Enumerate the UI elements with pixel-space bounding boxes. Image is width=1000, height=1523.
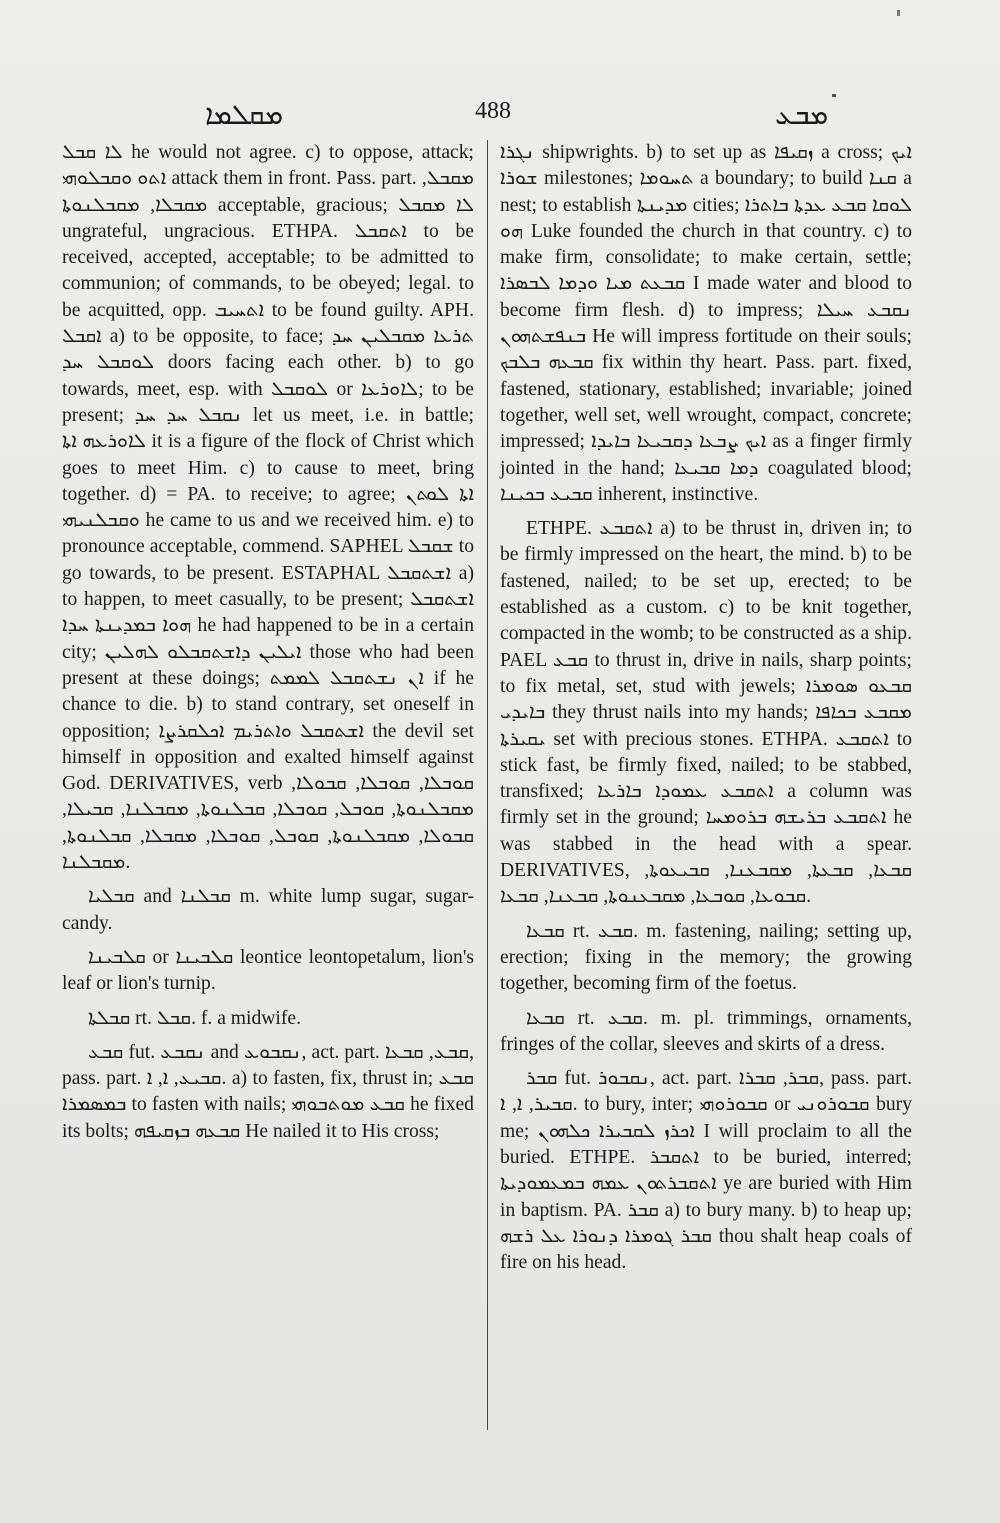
right-column: [500, 140, 912, 1276]
entry-paragraph: ܩܠܒܝܢܐ or ܩܠܒܝܢܐ leontice leontopetalum, lion's leaf or lion's turnip.: [62, 946, 474, 995]
print-speck: [897, 10, 900, 16]
entry-paragraph: ܩܒܠܬܐ rt. ܩܒܠ. f. a midwife.: [88, 1007, 301, 1029]
column-divider: [487, 140, 488, 1430]
page-number: 488: [475, 98, 511, 124]
page-header: [60, 92, 940, 132]
entry-paragraph: ܢܓܪܐ shipwrights. b) to set up as ܙܩܝܦܐ a cross; ܐܝܟ ܫܘܪܐ milestones; ܬܚܘܡܐ a boundary; to build ܩܢܐ a nest; to establish ܡܕܝܢܬܐ cities; ܠܘܩܐ ܩܒܥ ܥܕܬܐ ܒܐܬܪܐ ܗܘ Luke founded the church in that country. c) to make firm, consolidate; to make certain, settle; ܩܒܥܬ ܡܝܐ ܘܕܡܐ ܠܒܣܪܐ I made water and blood to become firm flesh. d) to impress; ܢܩܒܥ ܚܝܠܐ ܒܢܦܫܬܗܘܢ He will impress fortitude on their souls; ܩܒܥܗ ܒܠܒܟ fix within thy heart. Pass. part. fixed, fastened, stationary, established; invariable; joined together, well set, well wrought, compact, concrete; impressed; ܐܝܟ ܨܒܥܐ ܕܩܒܝܥܐ ܒܐܝܕܐ as a finger firmly jointed in the hand; ܕܡܐ ܩܒܝܥܐ coagulated blood; ܩܒܝܥ ܒܟܝܢܐ inherent, instinctive.: [500, 142, 913, 505]
entry-paragraph: ETHPE. ܐܬܩܒܥ a) to be thrust in, driven in; to be firmly impressed on the heart, the mind. b) to be fastened, nailed; to be set up, erected; to be established as a custom. c) to be knit together, compacted in the womb; to be constructed as a ship. PAEL ܩܒܥ to thrust in, drive in nails, sharp points; to fix metal, set, stud with jewels; ܩܒܥܘ ܣܘܡܪܐ ܒܐܝܕܝ they thrust nails into my hands; ܡܩܒܥ ܒܟܐܦܐ ܝܩܝܪܬܐ set with precious stones. ETHPA. ܐܬܩܒܥ to stick fast, be firmly fixed, nailed; to be stabbed, transfixed; ܐܬܩܒܥ ܥܡܘܕܐ ܒܐܪܥܐ a column was firmly set in the ground; ܐܬܩܒܥ ܒܪܝܫܗ ܒܪܘܡܚܐ he was stabbed in the head with a spear. DERIVATIVES, ܩܒܥܐ, ܩܒܥܬܐ, ܡܩܒܥܢܐ, ܩܒܝܥܘܬܐ, ܩܒܘܥܐ, ܩܘܒܥܐ, ܡܩܒܥܢܘܬܐ, ܩܒܥܢܐ, ܩܒܥܐ.: [500, 518, 913, 908]
entry-paragraph: ܩܒܪ fut. ܢܩܒܘܪ, act. part. ܩܒܪ, ܩܒܪܐ, pass. part. ܩܒܝܪ, ܐ, ܐ. to bury, inter; ܩܒܘܪܘܗܝ or ܩܒܘܪܘܢܝ bury me; ܐܟܪܙ ܠܩܒܝܪܐ ܟܠܗܘܢ I will proclaim to all the buried. ETHPE. ܐܬܩܒܪ to be buried, interred; ܐܬܩܒܪܬܘܢ ܥܡܗ ܒܡܥܡܘܕܝܬܐ ye are buried with Him in baptism. PA. ܩܒܪ a) to bury many. b) to heap up; ܩܒܪ ܓܘܡܪܐ ܕܢܘܪܐ ܥܠ ܪܫܗ thou shalt heap coals of fire on his head.: [500, 1068, 913, 1274]
right-running-headword: ܡܒܥ: [775, 98, 829, 131]
entry-paragraph: ܩܒܥ fut. ܢܩܒܥ and ܢܩܒܘܥ, act. part. ܩܒܥ, ܩܒܥܐ, pass. part. ܩܒܝܥ, ܐ, ܐ. a) to fasten, fix, thrust in; ܩܒܥ ܒܡܣܡܪܐ to fasten with nails; ܩܒܥ ܡܘܬܒܘܗܝ he fixed its bolts; ܩܒܥܗ ܒܙܩܝܦܗ He nailed it to His cross;: [62, 1041, 474, 1142]
entry-paragraph: ܩܒܥܐ rt. ܩܒܥ. m. fastening, nailing; setting up, erection; fixing in the memory; the growing together, becoming firm of the foetus.: [500, 920, 912, 995]
left-column: [62, 140, 474, 1145]
entry-paragraph: ܩܒܠܝܐ and ܩܒܠܢܐ m. white lump sugar, sugar-candy.: [62, 886, 474, 934]
entry-paragraph: ܠܐ ܩܒܠ he would not agree. c) to oppose, attack; ܐܬܘ ܘܩܒܠܘܗܝ attack them in front. Pass. part. ܡܩܒܠ, ܡܩܒܠܐ, ܡܩܒܠܢܘܬܐ acceptable, gracious; ܠܐ ܡܩܒܠ ungrateful, ungracious. ETHPA. ܐܬܩܒܠ to be received, accepted, acceptable; to be admitted to communion; of commands, to be obeyed; legal. to be acquitted, opp. ܐܬܚܝܒ to be found guilty. APH. ܐܩܒܠ a) to be opposite, to face; ܬܪܥܐ ܡܩܒܠܝܢ ܚܕ ܠܘܩܒܠ ܚܕ doors facing each other. b) to go towards, meet, esp. with ܠܘܩܒܠ or ܠܐܘܪܥܐ; to be present; ܢܩܒܠ ܚܕ ܚܕ let us meet, i.e. in battle; ܠܐܘܪܥܗ ܐܬܐ it is a figure of the flock of Christ which goes to meet Him. c) to cause to meet, bring together. d) = PA. to receive; to agree; ܐܬܐ ܠܘܬܢ ܘܩܒܠܢܝܗܝ he came to us and we received him. e) to pronounce acceptable, commend. SAPHEL ܫܩܒܠ to go towards, to be present. ESTAPHAL ܐܫܬܩܒܠ a) to happen, to meet casually, to be present; ܐܫܬܩܒܠ ܗܘܐ ܒܡܕܝܢܬܐ ܚܕܐ he had happened to be in a certain city; ܐܝܠܝܢ ܕܐܫܬܩܒܠܘ ܠܗܠܝܢ those who had been present at these doings; ܐܢ ܢܫܬܩܒܠ ܠܡܡܬ if he chance to die. b) to stand contrary, set oneself in opposition; ܐܫܬܩܒܠ ܘܐܬܪܝܡ ܐܟܠܩܪܨܐ the devil set himself in opposition and exalted himself against God. DERIVATIVES, verb ܩܘܒܠܐ, ܩܘܒܠܐ, ܩܒܘܠܐ, ܡܩܒܠܢܘܬܐ, ܩܘܒܠ, ܩܘܒܠܐ, ܩܒܠܢܘܬܐ, ܡܩܒܠܢܐ, ܩܒܝܠܐ, ܩܒܘܠܐ, ܡܩܒܠܢܘܬܐ, ܩܘܒܠ, ܩܘܒܠܐ, ܡܩܒܠܐ, ܩܒܠܢܘܬܐ, ܡܩܒܠܢܐ.: [62, 142, 475, 874]
entry-paragraph: ܩܒܥܐ rt. ܩܒܥ. m. pl. trimmings, ornaments, fringes of the collar, sleeves and skirts of a dress.: [500, 1007, 912, 1055]
left-running-headword: ܡܩܠܡܐ: [205, 98, 284, 131]
